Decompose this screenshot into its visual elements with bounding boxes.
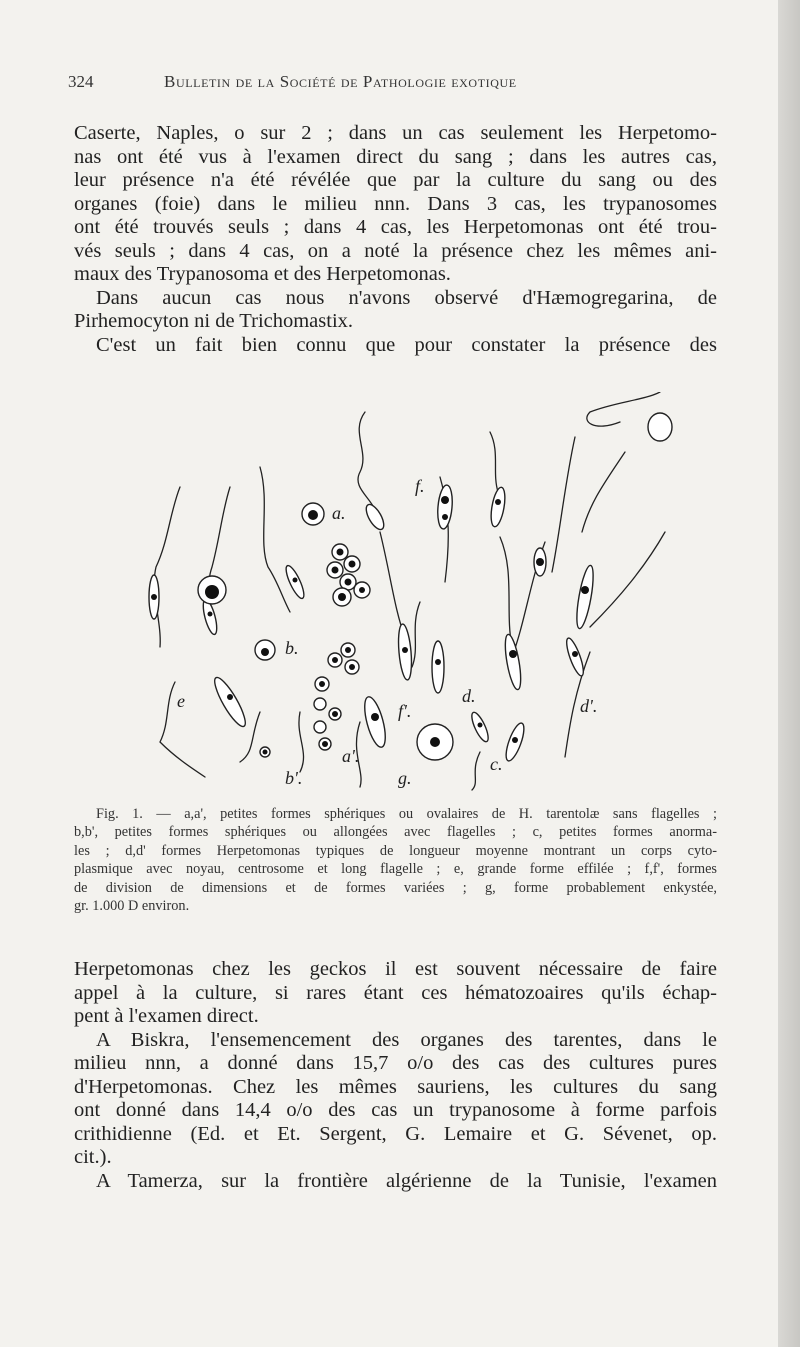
- caption-line: gr. 1.000 D environ.: [74, 897, 190, 914]
- label-b: b.: [285, 638, 299, 658]
- text-line: maux des Trypanosoma et des Herpetomonas.: [74, 263, 451, 285]
- text-line: ont été trouvés seuls ; dans 4 cas, les Herpetomonas ont été trou-: [74, 216, 717, 238]
- caption-line: Fig. 1. — a,a', petites formes sphériques ou ovalaires de H. tarentolæ sans flagelles ;: [96, 806, 717, 822]
- label-a-prime: a'.: [342, 746, 360, 766]
- text-line: C'est un fait bien connu que pour constater la présence des: [96, 333, 717, 356]
- label-c: c.: [490, 754, 503, 774]
- bottom-paragraph: [74, 958, 717, 1193]
- text-line: vés seuls ; dans 4 cas, on a noté la présence chez les mêmes ani-: [74, 239, 717, 262]
- text-line: milieu nnn, a donné dans 15,7 o/o des cas des cultures pures: [74, 1052, 717, 1074]
- text-line: appel à la culture, si rares étant ces hématozoaires qu'ils échap-: [74, 981, 717, 1004]
- text-line: A Tamerza, sur la frontière algérienne de la Tunisie, l'examen: [96, 1169, 717, 1192]
- text-line: cit.).: [74, 1146, 112, 1168]
- text-line: ont donné dans 14,4 o/o des cas un trypanosome à forme parfois: [74, 1099, 717, 1121]
- caption-line: de division de dimensions et de formes variées ; g, forme probablement enkystée,: [74, 879, 717, 896]
- label-d: d.: [462, 686, 476, 706]
- label-g: g.: [398, 768, 412, 788]
- page-number: 324: [68, 72, 94, 91]
- figure-caption: [74, 805, 717, 915]
- page-gutter-shadow: [778, 0, 800, 1347]
- label-e: e: [177, 691, 185, 711]
- label-f: f.: [415, 476, 425, 496]
- text-line: organes (foie) dans le milieu nnn. Dans 3 cas, les trypanosomes: [74, 192, 717, 215]
- text-line: Dans aucun cas nous n'avons observé d'Hæmogregarina, de: [96, 286, 717, 309]
- top-paragraph: [74, 122, 717, 357]
- text-line: leur présence n'a été révélée que par la culture du sang ou des: [74, 169, 717, 191]
- label-b-prime: b'.: [285, 768, 303, 788]
- caption-line: plasmique avec noyau, centrosome et long flagelle ; e, grande forme effilée ; f,f', formes: [74, 861, 717, 878]
- label-a: a.: [332, 503, 346, 523]
- figure-illustration: [120, 392, 680, 792]
- text-line: A Biskra, l'ensemencement des organes des tarentes, dans le: [96, 1028, 717, 1051]
- text-line: Pirhemocyton ni de Trichomastix.: [74, 310, 354, 332]
- text-line: Caserte, Naples, o sur 2 ; dans un cas seulement les Herpetomo-: [74, 122, 717, 144]
- running-header: [68, 72, 728, 96]
- text-line: crithidienne (Ed. et Et. Sergent, G. Lemaire et G. Sévenet, op.: [74, 1122, 717, 1145]
- text-line: d'Herpetomonas. Chez les mêmes sauriens, les cultures du sang: [74, 1075, 717, 1098]
- caption-line: les ; d,d' formes Herpetomonas typiques de longueur moyenne montrant un corps cyto-: [74, 842, 717, 859]
- caption-line: b,b', petites formes sphériques ou allongées avec flagelles ; c, petites formes anorma-: [74, 824, 717, 841]
- text-line: Herpetomonas chez les geckos il est souvent nécessaire de faire: [74, 958, 717, 980]
- label-d-prime: d'.: [580, 696, 598, 716]
- label-f-prime: f'.: [398, 701, 412, 721]
- text-line: pent à l'examen direct.: [74, 1005, 259, 1027]
- journal-title: Bulletin de la Société de Pathologie exotique: [164, 72, 517, 91]
- text-line: nas ont été vus à l'examen direct du sang ; dans les autres cas,: [74, 145, 717, 168]
